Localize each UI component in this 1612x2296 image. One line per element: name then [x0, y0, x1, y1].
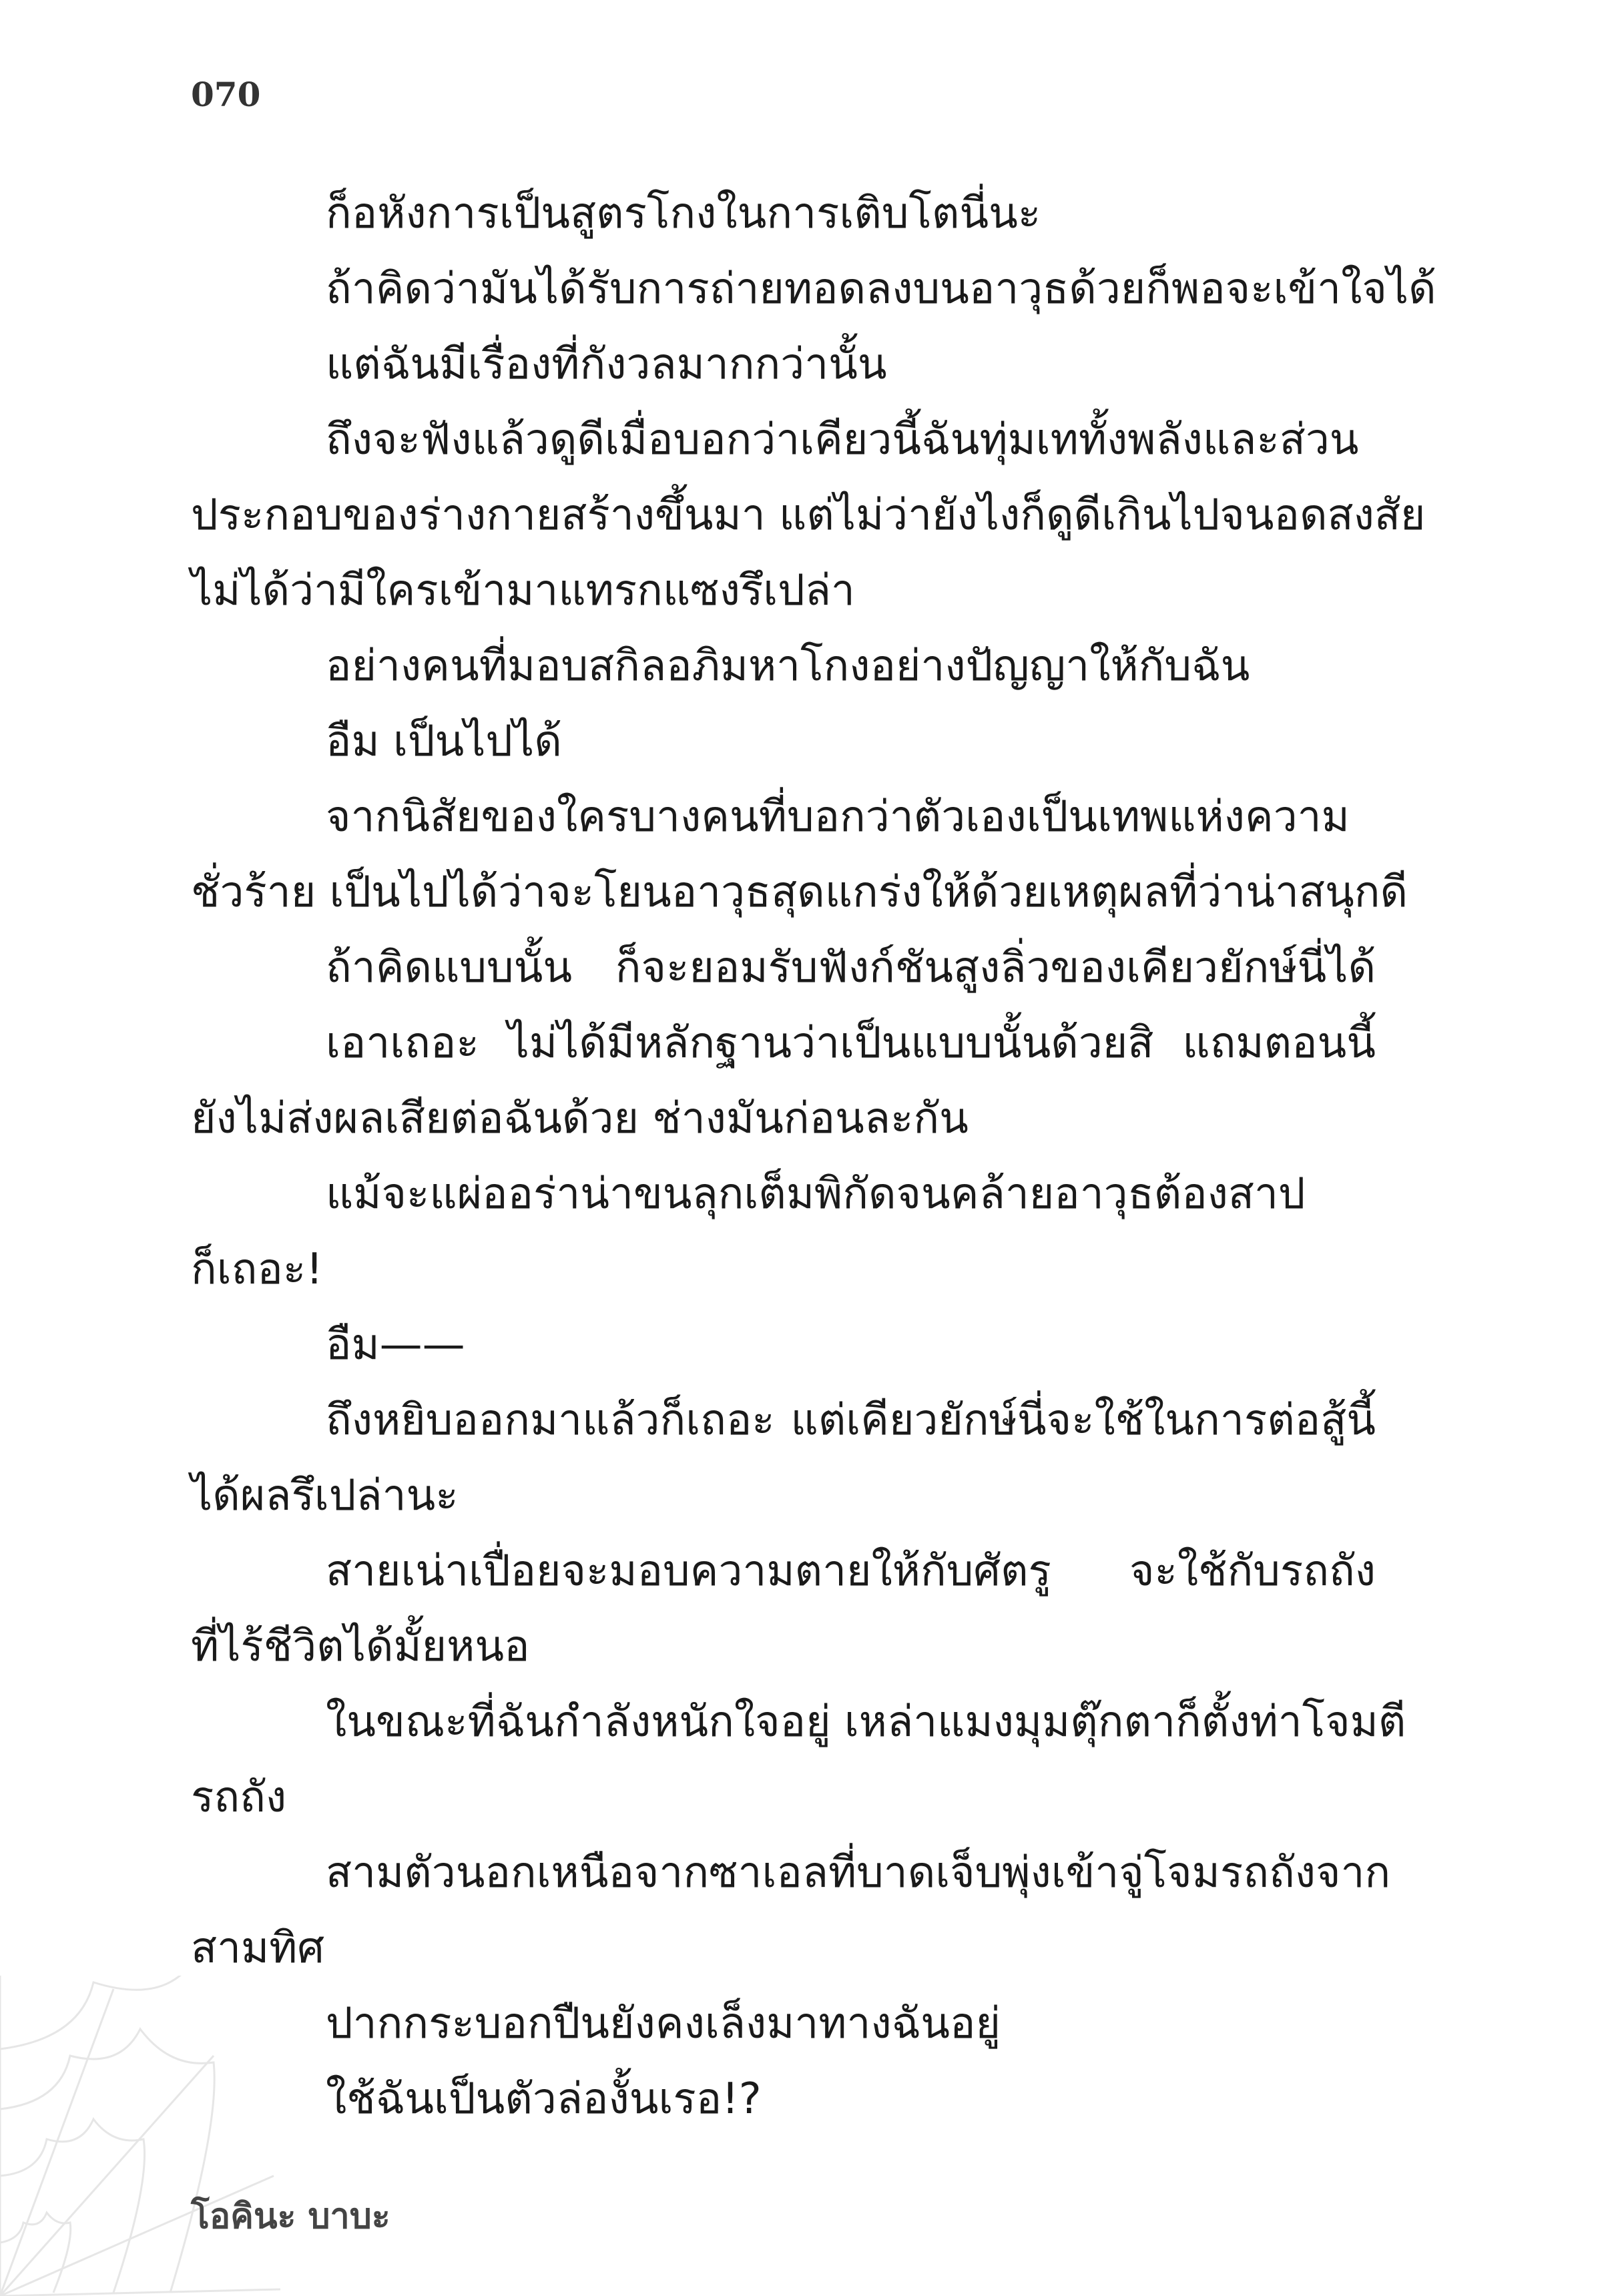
text-line: แต่ฉันมีเรื่องที่กังวลมากกว่านั้น [326, 340, 887, 389]
text-line: ประกอบของร่างกายสร้างขึ้นมา แต่ไม่ว่ายังไงก็ดูดีเกินไปจนอดสงสัย [191, 491, 1426, 540]
text-line: ก็เถอะ! [191, 1245, 323, 1294]
text-line: ใช้ฉันเป็นตัวล่องั้นเรอ!? [326, 2074, 762, 2124]
text-line: อย่างคนที่มอบสกิลอภิมหาโกงอย่างปัญญาให้กับฉัน [326, 641, 1250, 691]
text-line: ชั่วร้าย เป็นไปได้ว่าจะโยนอาวุธสุดแกร่งให้ด้วยเหตุผลที่ว่าน่าสนุกดี [191, 868, 1408, 917]
text-line: ที่ไร้ชีวิตได้มั้ยหนอ [191, 1622, 530, 1671]
text-line: สามตัวนอกเหนือจากซาเอลที่บาดเจ็บพุ่งเข้าจู่โจมรถถังจาก [326, 1848, 1391, 1898]
text-line: สายเน่าเปื่อยจะมอบความตายให้กับศัตรู จะใช้กับรถถัง [326, 1546, 1376, 1596]
text-line: แม้จะแผ่ออร่าน่าขนลุกเต็มพิกัดจนคล้ายอาวุธต้องสาป [326, 1169, 1306, 1219]
spider-web-decoration [0, 1976, 280, 2296]
text-line: เอาเถอะ ไม่ได้มีหลักฐานว่าเป็นแบบนั้นด้วยสิ แถมตอนนี้ [326, 1019, 1376, 1068]
text-line: ก็อหังการเป็นสูตรโกงในการเติบโตนี่นะ [326, 189, 1041, 238]
text-line: ถึงจะฟังแล้วดูดีเมื่อบอกว่าเคียวนี้ฉันทุ่มเททั้งพลังและส่วน [326, 415, 1359, 465]
text-line: อืม เป็นไปได้ [326, 717, 562, 766]
text-line: รถถัง [191, 1773, 287, 1822]
text-line: ถึงหยิบออกมาแล้วก็เถอะ แต่เคียวยักษ์นี่จะใช้ในการต่อสู้นี้ [326, 1396, 1376, 1445]
text-line: จากนิสัยของใครบางคนที่บอกว่าตัวเองเป็นเทพแห่งความ [326, 792, 1350, 842]
text-line: ยังไม่ส่งผลเสียต่อฉันด้วย ช่างมันก่อนละกัน [191, 1094, 969, 1143]
author-name: โอคินะ บาบะ [191, 2197, 390, 2237]
text-line: ในขณะที่ฉันกำลังหนักใจอยู่ เหล่าแมงมุมตุ๊กตาก็ตั้งท่าโจมตี [326, 1697, 1406, 1747]
text-line: อืม—— [326, 1320, 465, 1370]
text-line: ถ้าคิดแบบนั้น ก็จะยอมรับฟังก์ชันสูงลิ่วของเคียวยักษ์นี่ได้ [326, 943, 1376, 992]
text-line: สามทิศ [191, 1924, 324, 1973]
body-text [191, 176, 1436, 2137]
text-line: ปากกระบอกปืนยังคงเล็งมาทางฉันอยู่ [326, 1999, 1001, 2048]
text-line: ได้ผลรึเปล่านะ [191, 1471, 459, 1520]
text-line: ไม่ได้ว่ามีใครเข้ามาแทรกแซงรึเปล่า [191, 566, 855, 615]
page-number: 070 [191, 75, 261, 114]
text-line: ถ้าคิดว่ามันได้รับการถ่ายทอดลงบนอาวุธด้วยก็พอจะเข้าใจได้ [326, 264, 1436, 314]
